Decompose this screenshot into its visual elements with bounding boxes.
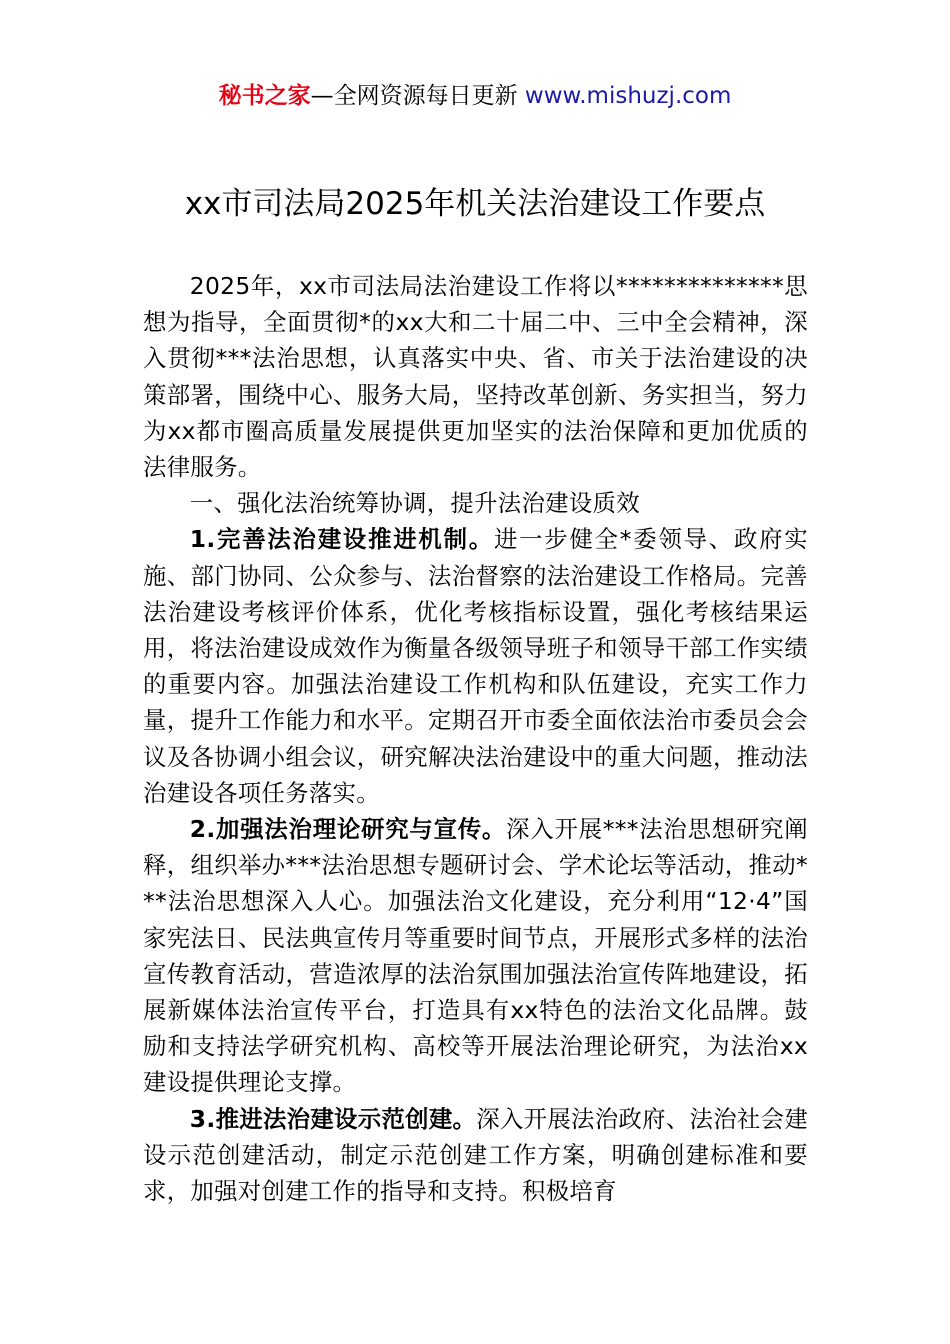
section-heading-1: 一、强化法治统筹协调，提升法治建设质效 [189, 489, 640, 518]
banner-slogan: —全网资源每日更新 [310, 83, 525, 109]
document-title: xx市司法局2025年机关法治建设工作要点 [184, 186, 766, 222]
item-3-paragraph [143, 1101, 808, 1210]
item-2-body: 深入开展***法治思想研究阐释，组织举办***法治思想专题研讨会、学术论坛等活动，推动***法治思想深入人心。加强法治文化建设，充分利用“12·4”国家宪法日、民法典宣传月等重要时间节点，开展形式多样的法治宣传教育活动，营造浓厚的法治氛围加强法治宣传阵地建设，拓展新媒体法治宣传平台，打造具有xx特色的法治文化品牌。鼓励和支持法学研究机构、高校等开展法治理论研究，为法治xx建设提供理论支撑。 [143, 815, 808, 1097]
item-2-heading: 2.加强法治理论研究与宣传。 [189, 815, 507, 844]
banner-url-link[interactable]: www.mishuzj.com [524, 83, 732, 109]
item-2-paragraph [143, 811, 808, 1101]
item-3-body: 深入开展法治政府、法治社会建设示范创建活动，制定示范创建工作方案，明确创建标准和要求，加强对创建工作的指导和支持。积极培育 [143, 1104, 809, 1206]
item-1-paragraph [143, 521, 808, 811]
item-1-heading: 1.完善法治建设推进机制。 [189, 525, 494, 554]
item-3-heading: 3.推进法治建设示范创建。 [189, 1104, 477, 1133]
banner-brand: 秘书之家 [218, 83, 311, 109]
site-banner [0, 80, 950, 112]
intro-paragraph: 2025年，xx市司法局法治建设工作将以**************思想为指导，全面贯彻*的xx大和二十届二中、三中全会精神，深入贯彻***法治思想，认真落实中央、省、市关于法治建设的决策部署，围绕中心、服务大局，坚持改革创新、务实担当，努力为xx都市圈高质量发展提供更加坚实的法治保障和更加优质的法律服务。 [143, 272, 808, 482]
document-body [143, 268, 808, 1209]
item-1-body: 进一步健全*委领导、政府实施、部门协同、公众参与、法治督察的法治建设工作格局。完善法治建设考核评价体系，优化考核指标设置，强化考核结果运用，将法治建设成效作为衡量各级领导班子和领导干部工作实绩的重要内容。加强法治建设工作机构和队伍建设，充实工作力量，提升工作能力和水平。定期召开市委全面依法治市委员会会议及各协调小组会议，研究解决法治建设中的重大问题，推动法治建设各项任务落实。 [143, 525, 808, 807]
